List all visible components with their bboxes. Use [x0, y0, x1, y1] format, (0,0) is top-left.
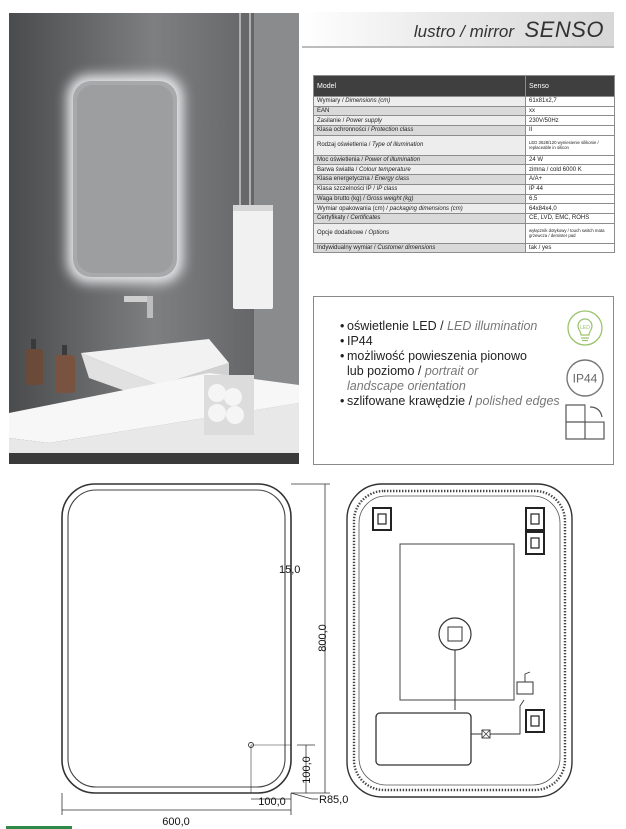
spec-label: Certyfikaty / Certificates — [314, 213, 526, 223]
led-bulb-icon — [566, 309, 604, 351]
spec-label: Klasa szczelności IP / IP class — [314, 184, 526, 194]
technical-drawing — [0, 470, 626, 829]
page-title — [414, 17, 604, 43]
spec-header-label: Model — [314, 76, 526, 97]
spec-row — [314, 184, 615, 194]
polished-edge-icon — [564, 401, 608, 441]
spec-row — [314, 135, 615, 155]
spec-label: Barwa światła / Colour temperature — [314, 165, 526, 175]
spec-label: Indywidualny wymiar / Customer dimensions — [314, 243, 526, 253]
spec-label: EAN — [314, 106, 526, 116]
spec-label: Opcje dodatkowe / Options — [314, 223, 526, 243]
feature-item: • IP44 — [340, 334, 373, 348]
spec-row — [314, 126, 615, 136]
spec-value: wyłącznik dotykowy / touch switch mata grzewcza / demister pad — [526, 223, 615, 243]
feature-item: • oświetlenie LED / LED illumination — [340, 319, 538, 333]
spec-value: II — [526, 126, 615, 136]
spec-row — [314, 175, 615, 185]
dim-height: 800,0 — [317, 624, 329, 652]
spec-value: zimna / cold 6000 K — [526, 165, 615, 175]
spec-label: Waga brutto (kg) / Gross weight (kg) — [314, 194, 526, 204]
title-subtitle: lustro / mirror — [413, 22, 515, 41]
spec-value: xx — [526, 106, 615, 116]
spec-header-value: Senso — [526, 76, 615, 97]
spec-value: LED 3528/120 wyniesienie silikonie / replaceable in silicon — [526, 135, 615, 155]
spec-value: 230V/50Hz — [526, 116, 615, 126]
spec-label: Wymiar opakowania (cm) / packaging dimensions (cm) — [314, 204, 526, 214]
feature-list — [340, 319, 560, 409]
spec-row — [314, 116, 615, 126]
spec-label: Wymiary / Dimensions (cm) — [314, 97, 526, 107]
title-product: SENSO — [524, 17, 604, 42]
ip-icon-label: IP44 — [572, 371, 598, 386]
feature-item: • szlifowane krawędzie / polished edges — [340, 394, 560, 408]
dim-width: 600,0 — [162, 816, 190, 828]
back-view — [347, 484, 572, 797]
spec-row — [314, 204, 615, 214]
dim-corner-v: 100,0 — [301, 756, 313, 784]
ip44-icon — [564, 357, 606, 399]
spec-row — [314, 106, 615, 116]
spec-label: Moc oświetlenia / Power of illumination — [314, 155, 526, 165]
spec-value: 61x81x2,7 — [526, 97, 615, 107]
spec-row — [314, 97, 615, 107]
spec-value: A/A+ — [526, 175, 615, 185]
spec-table — [313, 75, 615, 253]
dim-corner-h: 100,0 — [258, 796, 286, 808]
spec-value: IP 44 — [526, 184, 615, 194]
spec-value: tak / yes — [526, 243, 615, 253]
spec-row — [314, 223, 615, 243]
spec-row — [314, 243, 615, 253]
led-icon-label: LED — [580, 325, 590, 331]
spec-label: Rodzaj oświetlenia / Type of illumination — [314, 135, 526, 155]
spec-value: 24 W — [526, 155, 615, 165]
spec-label: Klasa ochronności / Protection class — [314, 126, 526, 136]
spec-value: 64x84x4,0 — [526, 204, 615, 214]
spec-label: Zasilanie / Power supply — [314, 116, 526, 126]
spec-header-row — [314, 76, 615, 97]
bathroom-illustration — [9, 13, 299, 464]
feature-item: • możliwość powieszenia pionowo — [340, 349, 527, 363]
front-view — [62, 484, 348, 828]
spec-row — [314, 165, 615, 175]
features-box — [313, 296, 614, 465]
title-bar — [302, 12, 614, 48]
feature-item: landscape orientation — [347, 379, 466, 393]
spec-value: 6,5 — [526, 194, 615, 204]
spec-label: Klasa energetyczna / Energy class — [314, 175, 526, 185]
spec-row — [314, 194, 615, 204]
dim-radius: R85,0 — [319, 794, 349, 806]
dim-border: 15,0 — [279, 564, 301, 576]
feature-item: lub poziomo / portrait or — [347, 364, 479, 378]
spec-row — [314, 155, 615, 165]
product-photo — [9, 13, 299, 464]
spec-row — [314, 213, 615, 223]
spec-value: CE, LVD, EMC, ROHS — [526, 213, 615, 223]
